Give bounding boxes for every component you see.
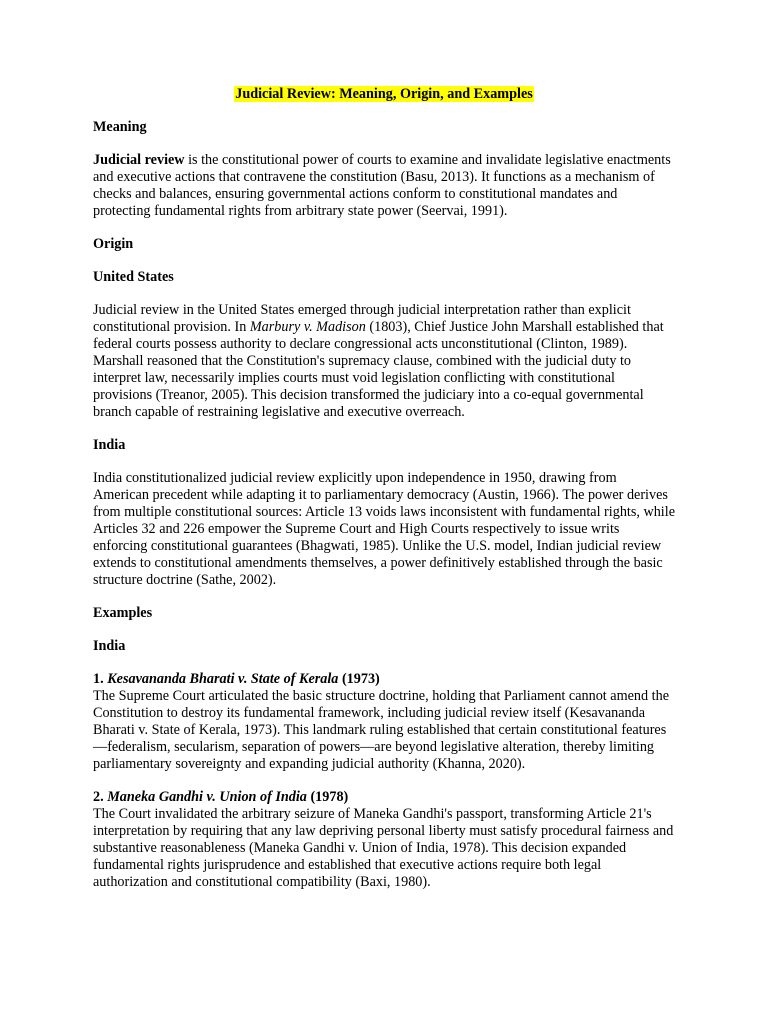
- us-case-name: Marbury v. Madison: [249, 319, 366, 335]
- us-heading: United States: [93, 269, 174, 285]
- example-item-year: (1978): [306, 789, 349, 805]
- example-item-year: (1973): [338, 671, 380, 687]
- example-item-heading: [93, 789, 675, 806]
- document-page: [93, 86, 675, 907]
- example-item-text: The Court invalidated the arbitrary seizure of Maneka Gandhi's passport, transforming Article 21's interpretation by requiring that any law depriving personal liberty must satisfy procedural fairness and substantive reasonableness (Maneka Gandhi v. Union of India, 1978). This decision expanded fundamental rights jurisprudence and established that executive actions require both legal authorization and constitutional compatibility (Baxi, 1980).: [93, 806, 674, 890]
- origin-heading: Origin: [93, 236, 134, 252]
- example-item-maneka: [93, 789, 675, 891]
- meaning-text: is the constitutional power of courts to examine and invalidate legislative enactments and executive actions that contravene the constitution (Basu, 2013). It functions as a mechanism of checks and balances, ensuring governmental actions conform to constitutional mandates and protecting fundamental rights from arbitrary state power (Seervai, 1991).: [93, 152, 671, 219]
- india-origin-heading: India: [93, 437, 126, 453]
- examples-heading: Examples: [93, 605, 153, 621]
- meaning-term: Judicial review: [93, 152, 185, 168]
- title-block: [93, 86, 675, 103]
- meaning-heading: Meaning: [93, 119, 147, 135]
- document-title: Judicial Review: Meaning, Origin, and Examples: [235, 86, 533, 102]
- example-item-number: 1.: [93, 671, 108, 687]
- examples-india-heading: India: [93, 638, 126, 654]
- example-item-kesavananda: [93, 671, 675, 773]
- meaning-paragraph: [93, 152, 675, 220]
- example-item-text: The Supreme Court articulated the basic structure doctrine, holding that Parliament cannot amend the Constitution to destroy its fundamental framework, including judicial review itself (Kesavananda Bharati v. State of Kerala, 1973). This landmark ruling established that certain constitutional features—federalism, secularism, separation of powers—are beyond legislative alteration, thereby limiting parliamentary sovereignty and expanding judicial authority (Khanna, 2020).: [93, 688, 669, 772]
- example-item-heading: [93, 671, 675, 688]
- example-item-number: 2.: [93, 789, 108, 805]
- us-paragraph: [93, 302, 675, 421]
- us-text-before: Judicial review in the United States emerged through judicial interpretation rather than explicit constitutional provision. In: [93, 302, 631, 335]
- example-item-case: Maneka Gandhi v. Union of India: [107, 789, 307, 805]
- india-origin-paragraph: India constitutionalized judicial review explicitly upon independence in 1950, drawing from American precedent while adapting it to parliamentary democracy (Austin, 1966). The power derives from multiple constitutional sources: Article 13 voids laws inconsistent with fundamental rights, while Articles 32 and 226 empower the Supreme Court and High Courts respectively to issue writs enforcing constitutional guarantees (Bhagwati, 1985). Unlike the U.S. model, Indian judicial review extends to constitutional amendments themselves, a power definitively established through the basic structure doctrine (Sathe, 2002).: [93, 470, 675, 588]
- us-text-after: (1803), Chief Justice John Marshall established that federal courts possess authority to declare congressional acts unconstitutional (Clinton, 1989). Marshall reasoned that the Constitution's supremacy clause, combined with the judicial duty to interpret law, necessarily implies courts must void legislation conflicting with constitutional provisions (Treanor, 2005). This decision transformed the judiciary into a co-equal governmental branch capable of restraining legislative and executive overreach.: [93, 319, 664, 420]
- example-item-case: Kesavananda Bharati v. State of Kerala: [107, 671, 339, 687]
